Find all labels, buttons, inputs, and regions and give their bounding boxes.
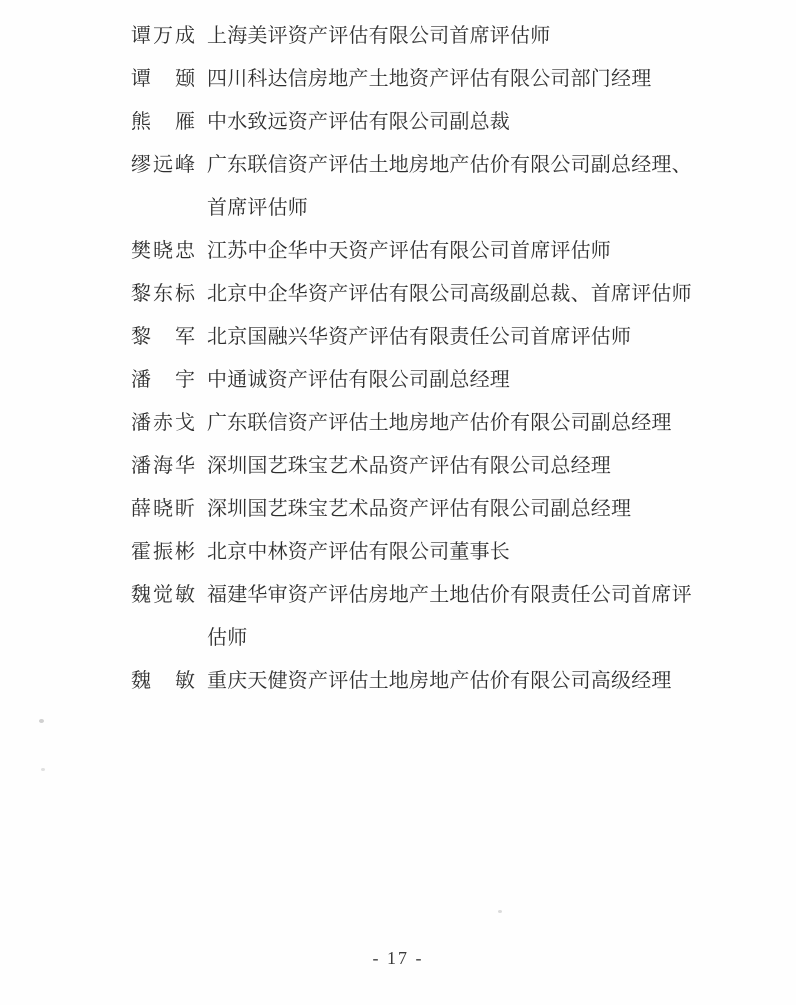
person-position: 广东联信资产评估土地房地产估价有限公司副总经理 <box>207 412 672 434</box>
person-name: 潘赤戈 <box>131 412 195 434</box>
person-position: 福建华审资产评估房地产土地估价有限责任公司首席评估师 <box>207 584 692 649</box>
person-position: 广东联信资产评估土地房地产估价有限公司副总经理、首席评估师 <box>207 154 692 219</box>
person-name: 霍振彬 <box>131 541 195 563</box>
list-item <box>131 445 706 488</box>
person-name: 薛晓盺 <box>131 498 195 520</box>
person-position: 中通诚资产评估有限公司副总经理 <box>207 369 510 391</box>
list-item <box>131 230 706 273</box>
person-position: 北京中企华资产评估有限公司高级副总裁、首席评估师 <box>207 283 692 305</box>
scan-artifact <box>41 768 45 771</box>
list-item <box>131 101 706 144</box>
entry-list <box>131 15 706 703</box>
person-name: 潘宇 <box>131 369 195 391</box>
list-item <box>131 488 706 531</box>
scan-artifact <box>39 719 44 723</box>
list-item <box>131 359 706 402</box>
person-name: 魏敏 <box>131 670 195 692</box>
person-position: 深圳国艺珠宝艺术品资产评估有限公司副总经理 <box>207 498 632 520</box>
person-name: 谭颋 <box>131 68 195 90</box>
person-position: 上海美评资产评估有限公司首席评估师 <box>207 25 551 47</box>
person-name: 谭万成 <box>131 25 195 47</box>
person-position: 重庆天健资产评估土地房地产估价有限公司高级经理 <box>207 670 672 692</box>
person-position: 北京中林资产评估有限公司董事长 <box>207 541 510 563</box>
list-item <box>131 531 706 574</box>
list-item <box>131 15 706 58</box>
person-position: 深圳国艺珠宝艺术品资产评估有限公司总经理 <box>207 455 611 477</box>
scan-artifact <box>498 910 502 913</box>
person-name: 黎军 <box>131 326 195 348</box>
person-position: 四川科达信房地产土地资产评估有限公司部门经理 <box>207 68 652 90</box>
list-item <box>131 273 706 316</box>
list-item <box>131 58 706 101</box>
person-position: 北京国融兴华资产评估有限责任公司首席评估师 <box>207 326 632 348</box>
person-name: 黎东标 <box>131 283 195 305</box>
person-name: 熊雁 <box>131 111 195 133</box>
list-item <box>131 316 706 359</box>
list-item <box>131 402 706 445</box>
person-name: 魏觉敏 <box>131 584 195 606</box>
person-name: 樊晓忠 <box>131 240 195 262</box>
person-name: 缪远峰 <box>131 154 195 176</box>
person-name: 潘海华 <box>131 455 195 477</box>
person-position: 江苏中企华中天资产评估有限公司首席评估师 <box>207 240 611 262</box>
list-item <box>131 574 706 660</box>
list-item <box>131 144 706 230</box>
list-item <box>131 660 706 703</box>
page-number: - 17 - <box>372 948 424 968</box>
person-position: 中水致远资产评估有限公司副总裁 <box>207 111 510 133</box>
